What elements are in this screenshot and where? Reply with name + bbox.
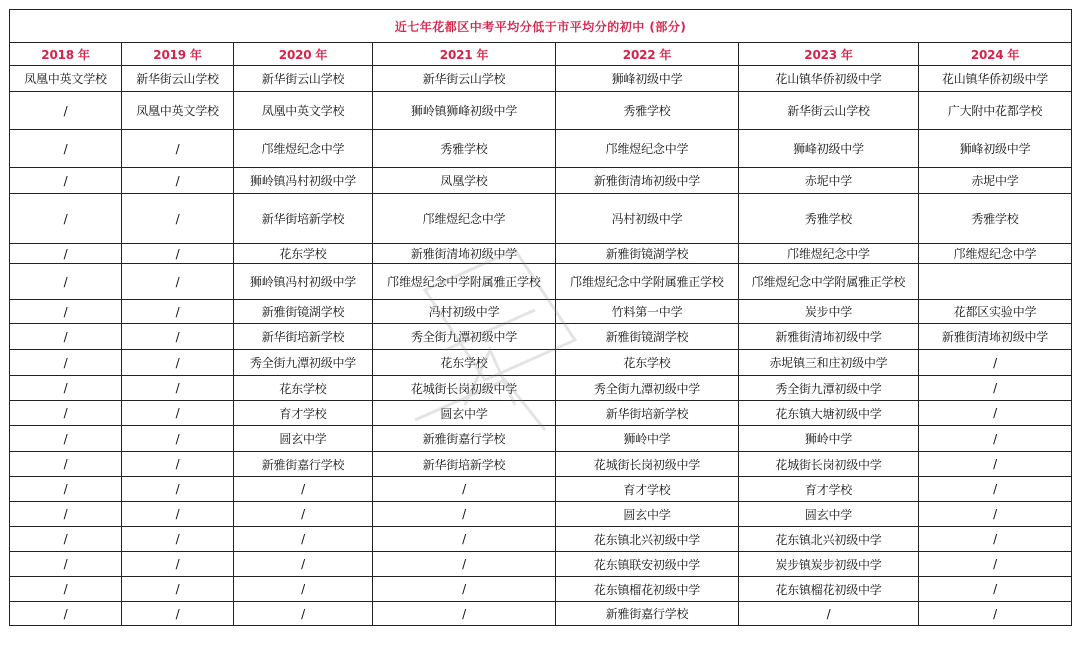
table-cell: 狮岭中学 — [556, 426, 739, 452]
table-cell: 圆玄中学 — [739, 502, 919, 527]
table-cell: 冯村初级中学 — [556, 194, 739, 244]
table-cell: 邝维煜纪念中学 — [919, 244, 1072, 264]
table-cell: 竹料第一中学 — [556, 300, 739, 324]
year-header: 2022 年 — [556, 43, 739, 66]
table-cell: / — [739, 602, 919, 626]
table-cell: / — [10, 264, 122, 300]
table-row — [10, 502, 1072, 527]
table-cell: / — [10, 527, 122, 552]
table-cell: 狮岭镇冯村初级中学 — [234, 264, 373, 300]
table-cell: / — [122, 244, 234, 264]
table-cell: 花东学校 — [556, 350, 739, 376]
table-cell: 圆玄中学 — [556, 502, 739, 527]
table-cell: / — [122, 527, 234, 552]
table-row — [10, 401, 1072, 426]
table-row — [10, 66, 1072, 92]
table-cell: 赤坭中学 — [919, 168, 1072, 194]
table-cell: 育才学校 — [234, 401, 373, 426]
table-cell: 新华街云山学校 — [739, 92, 919, 130]
table-cell: 花东学校 — [234, 244, 373, 264]
table-cell: 新华街云山学校 — [122, 66, 234, 92]
table-cell: 花东镇北兴初级中学 — [739, 527, 919, 552]
schools-table — [9, 9, 1072, 626]
table-cell: 新雅街镜湖学校 — [234, 300, 373, 324]
table-cell: 花城街长岗初级中学 — [739, 452, 919, 477]
table-cell: / — [234, 527, 373, 552]
table-cell: 凤凰学校 — [373, 168, 556, 194]
table-cell: 新华街培新学校 — [234, 194, 373, 244]
table-cell: 花山镇华侨初级中学 — [739, 66, 919, 92]
table-cell: / — [122, 376, 234, 401]
table-cell: 花城街长岗初级中学 — [556, 452, 739, 477]
table-cell: / — [10, 401, 122, 426]
table-cell: 凤凰中英文学校 — [234, 92, 373, 130]
table-cell: / — [919, 477, 1072, 502]
table-row — [10, 168, 1072, 194]
year-header: 2020 年 — [234, 43, 373, 66]
table-cell: / — [122, 300, 234, 324]
table-cell: 狮岭镇冯村初级中学 — [234, 168, 373, 194]
table-title: 近七年花都区中考平均分低于市平均分的初中 (部分) — [10, 10, 1072, 43]
table-cell: 秀雅学校 — [919, 194, 1072, 244]
table-cell: 炭步中学 — [739, 300, 919, 324]
year-header: 2023 年 — [739, 43, 919, 66]
table-cell: 新雅街清㘵初级中学 — [373, 244, 556, 264]
table-cell: 新雅街清㘵初级中学 — [919, 324, 1072, 350]
table-cell: / — [234, 552, 373, 577]
table-cell: / — [373, 477, 556, 502]
table-cell: 邝维煜纪念中学 — [234, 130, 373, 168]
table-cell: / — [10, 244, 122, 264]
table-row — [10, 452, 1072, 477]
table-cell: 花山镇华侨初级中学 — [919, 66, 1072, 92]
table-cell: / — [234, 577, 373, 602]
table-cell: / — [10, 324, 122, 350]
table-cell: 凤凰中英文学校 — [10, 66, 122, 92]
table-cell: / — [919, 401, 1072, 426]
table-cell: 育才学校 — [739, 477, 919, 502]
table-cell: 新雅街镜湖学校 — [556, 324, 739, 350]
table-cell: 赤坭中学 — [739, 168, 919, 194]
table-row — [10, 324, 1072, 350]
table-cell: 花东镇北兴初级中学 — [556, 527, 739, 552]
table-cell: / — [122, 502, 234, 527]
table-cell: / — [122, 426, 234, 452]
table-cell: 狮峰初级中学 — [739, 130, 919, 168]
table-cell: / — [10, 350, 122, 376]
table-cell: 新华街云山学校 — [373, 66, 556, 92]
table-cell: 邝维煜纪念中学附属雅正学校 — [373, 264, 556, 300]
table-cell: / — [122, 168, 234, 194]
table-cell: 花城街长岗初级中学 — [373, 376, 556, 401]
table-cell: 邝维煜纪念中学 — [556, 130, 739, 168]
table-row — [10, 577, 1072, 602]
table-cell: / — [10, 376, 122, 401]
table-cell: / — [919, 452, 1072, 477]
table-cell: / — [10, 300, 122, 324]
table-row — [10, 426, 1072, 452]
table-cell: / — [10, 602, 122, 626]
table-cell: / — [122, 452, 234, 477]
table-cell: 新华街培新学校 — [373, 452, 556, 477]
table-row — [10, 350, 1072, 376]
table-cell: / — [122, 324, 234, 350]
table-cell: 圆玄中学 — [373, 401, 556, 426]
table-cell: 新雅街清㘵初级中学 — [739, 324, 919, 350]
table-cell: 新华街培新学校 — [556, 401, 739, 426]
table-cell: 秀雅学校 — [556, 92, 739, 130]
table-cell: 花东镇联安初级中学 — [556, 552, 739, 577]
table-cell: / — [919, 376, 1072, 401]
table-row — [10, 602, 1072, 626]
table-row — [10, 92, 1072, 130]
table-cell: / — [122, 264, 234, 300]
table-cell: / — [122, 477, 234, 502]
table-row — [10, 376, 1072, 401]
table-cell: 新华街培新学校 — [234, 324, 373, 350]
table-cell: 新华街云山学校 — [234, 66, 373, 92]
table-cell: / — [10, 426, 122, 452]
table-cell: 花都区实验中学 — [919, 300, 1072, 324]
table-cell: 广大附中花都学校 — [919, 92, 1072, 130]
table-row — [10, 477, 1072, 502]
table-row — [10, 527, 1072, 552]
table-cell: 秀全街九潭初级中学 — [739, 376, 919, 401]
table-cell: / — [122, 602, 234, 626]
table-cell: / — [10, 552, 122, 577]
table-cell: 邝维煜纪念中学 — [373, 194, 556, 244]
table-row — [10, 300, 1072, 324]
table-cell: 狮峰初级中学 — [919, 130, 1072, 168]
table-cell: / — [919, 502, 1072, 527]
table-cell: / — [234, 502, 373, 527]
table-cell: / — [234, 477, 373, 502]
table-cell: 育才学校 — [556, 477, 739, 502]
table-cell: 新雅街嘉行学校 — [373, 426, 556, 452]
table-cell: 花东学校 — [234, 376, 373, 401]
table-cell: / — [10, 168, 122, 194]
table-cell: / — [373, 577, 556, 602]
table-cell: / — [234, 602, 373, 626]
table-cell: 邝维煜纪念中学 — [739, 244, 919, 264]
table-cell: / — [373, 527, 556, 552]
year-header-row — [10, 43, 1072, 66]
table-cell: 圆玄中学 — [234, 426, 373, 452]
table-row — [10, 194, 1072, 244]
year-header: 2019 年 — [122, 43, 234, 66]
table-cell: / — [122, 194, 234, 244]
table-cell: 秀全街九潭初级中学 — [556, 376, 739, 401]
table-cell: / — [122, 130, 234, 168]
table-cell: / — [122, 401, 234, 426]
table-cell: 新雅街嘉行学校 — [556, 602, 739, 626]
table-cell: 赤坭镇三和庄初级中学 — [739, 350, 919, 376]
table-cell: 新雅街清㘵初级中学 — [556, 168, 739, 194]
table-row — [10, 552, 1072, 577]
table-cell: 狮岭镇狮峰初级中学 — [373, 92, 556, 130]
table-body — [10, 66, 1072, 626]
year-header: 2018 年 — [10, 43, 122, 66]
table-cell: / — [122, 577, 234, 602]
table-cell: / — [10, 194, 122, 244]
table-cell: 新雅街嘉行学校 — [234, 452, 373, 477]
table-row — [10, 264, 1072, 300]
table-cell: 秀雅学校 — [739, 194, 919, 244]
table-cell: / — [10, 577, 122, 602]
table-cell: / — [122, 350, 234, 376]
table-cell: 炭步镇炭步初级中学 — [739, 552, 919, 577]
table-cell: 秀雅学校 — [373, 130, 556, 168]
table-cell: 新雅街镜湖学校 — [556, 244, 739, 264]
table-cell: / — [122, 552, 234, 577]
table-cell: 狮峰初级中学 — [556, 66, 739, 92]
table-cell: 花东镇大塘初级中学 — [739, 401, 919, 426]
table-cell: / — [919, 426, 1072, 452]
table-cell: 冯村初级中学 — [373, 300, 556, 324]
table-row — [10, 244, 1072, 264]
year-header: 2024 年 — [919, 43, 1072, 66]
table-cell: / — [10, 477, 122, 502]
table-cell — [919, 264, 1072, 300]
year-header: 2021 年 — [373, 43, 556, 66]
table-cell: / — [373, 602, 556, 626]
table-row — [10, 130, 1072, 168]
table-cell: 邝维煜纪念中学附属雅正学校 — [556, 264, 739, 300]
table-cell: / — [919, 602, 1072, 626]
table-cell: 花东学校 — [373, 350, 556, 376]
table-cell: / — [10, 92, 122, 130]
table-cell: 花东镇榴花初级中学 — [556, 577, 739, 602]
table-cell: / — [919, 577, 1072, 602]
table-cell: 邝维煜纪念中学附属雅正学校 — [739, 264, 919, 300]
table-cell: / — [373, 552, 556, 577]
table-cell: / — [919, 552, 1072, 577]
table-cell: / — [919, 350, 1072, 376]
table-cell: / — [373, 502, 556, 527]
table-cell: / — [10, 130, 122, 168]
table-cell: 凤凰中英文学校 — [122, 92, 234, 130]
table-cell: 秀全街九潭初级中学 — [234, 350, 373, 376]
table-cell: / — [10, 452, 122, 477]
table-cell: 狮岭中学 — [739, 426, 919, 452]
table-cell: 花东镇榴花初级中学 — [739, 577, 919, 602]
table-cell: 秀全街九潭初级中学 — [373, 324, 556, 350]
table-cell: / — [10, 502, 122, 527]
table-cell: / — [919, 527, 1072, 552]
